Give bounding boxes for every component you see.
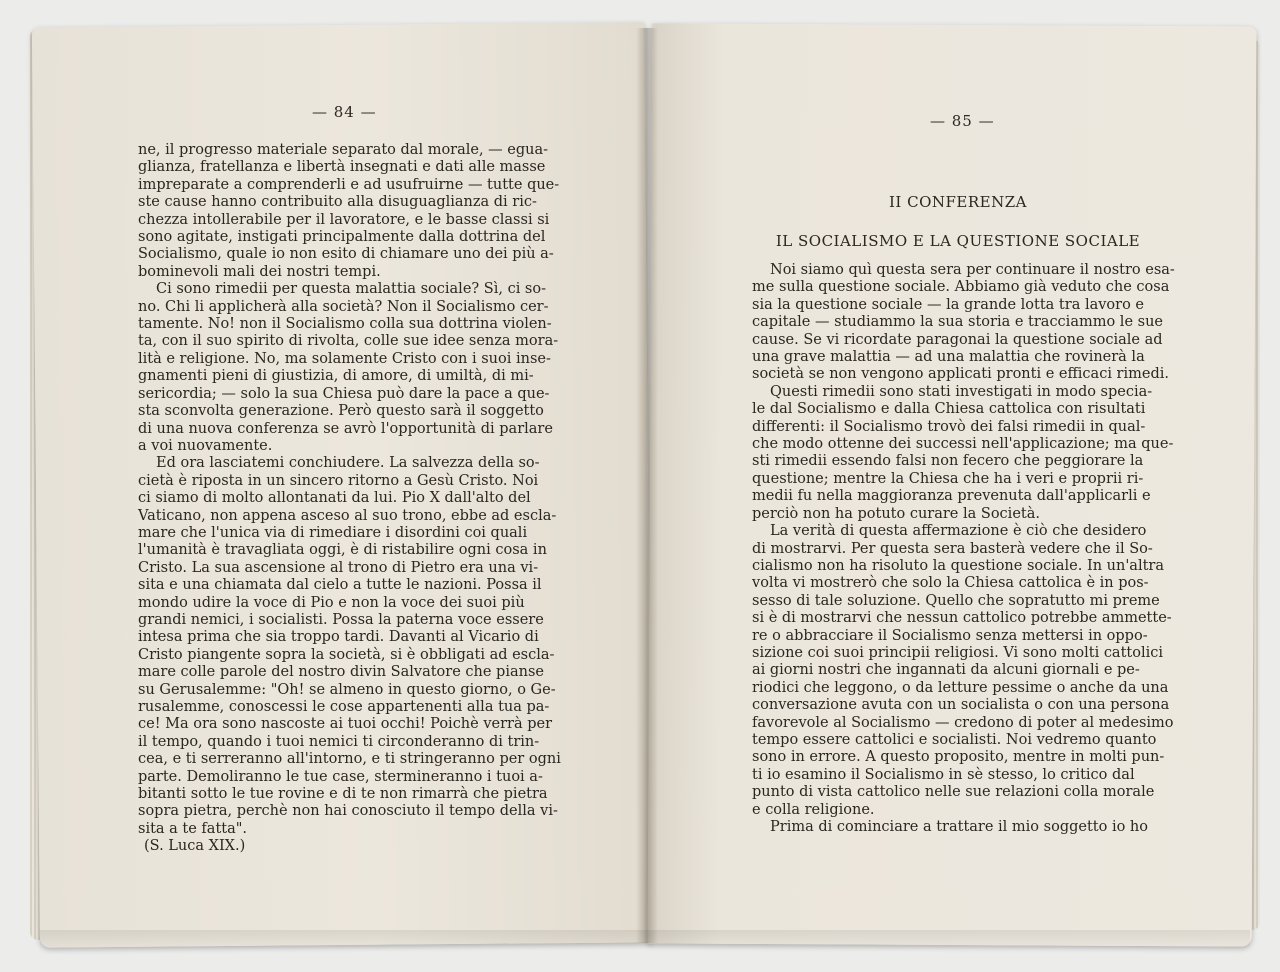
text-line: sono in errore. A questo proposito, mentre in molti pun- [752,749,1165,766]
text-line: mare colle parole del nostro divin Salvatore che pianse [138,664,544,681]
text-line: che modo ottenne dei successi nell'applicazione; ma que- [752,436,1174,453]
text-line: sita a te fatta". [138,820,248,837]
text-line: Cristo. La sua ascensione al trono di Pietro era una vi- [138,559,539,576]
text-line: punto di vista cattolico nelle sue relazioni colla morale [752,784,1155,801]
text-line: lità e religione. No, ma solamente Cristo con i suoi inse- [138,350,551,367]
text-line: capitale — studiammo la sua storia e tracciammo le sue [752,314,1163,331]
text-line: bitanti sotto le tue rovine e di te non rimarrà che pietra [138,786,548,803]
text-line: medii fu nella maggioranza prevenuta dall'applicarli e [752,488,1151,505]
text-line: ste cause hanno contribuito alla disuguaglianza di ric- [138,194,537,211]
text-line: impreparate a comprenderli e ad usufruirne — tutte que- [138,176,560,193]
text-line: gnamenti pieni di giustizia, di amore, di umiltà, di mi- [138,368,534,385]
text-line: ne, il progresso materiale separato dal morale, — egua- [138,142,549,158]
book-shadow [40,930,1250,950]
text-line: La verità di questa affermazione è ciò che desidero [770,523,1147,540]
text-line: Cristo piangente sopra la società, si è obbligati ad escla- [138,646,555,663]
text-line: cialismo non ha risoluto la questione sociale. In un'altra [752,557,1164,574]
text-line: Questi rimedii sono stati investigati in modo specia- [770,383,1153,400]
text-line: ta, con il suo spirito di rivolta, colle sue idee senza mora- [138,333,559,350]
text-line: rusalemme, conoscessi le cose appartenenti alla tua pa- [138,699,550,715]
text-line: sesso di tale soluzione. Quello che sopratutto mi preme [752,592,1160,609]
text-line: di una nuova conferenza se avrò l'opportunità di parlare [138,420,553,437]
text-line: il tempo, quando i tuoi nemici ti circonderanno di trin- [138,733,540,750]
text-line: chezza intollerabile per il lavoratore, e le basse classi si [138,211,550,228]
text-line: favorevole al Socialismo — credono di poter al medesimo [752,714,1174,731]
text-line: mare che l'unica via di rimediare i disordini coi quali [138,524,528,541]
text-line: conversazione avuta con un socialista o con una persona [752,697,1170,714]
text-line: Socialismo, quale io non esito di chiamare uno dei più a- [138,246,554,263]
text-line: cea, e ti serreranno all'intorno, e ti stringeranno per ogni [138,751,561,768]
text-line: sono agitate, instigati principalmente dalla dottrina del [138,229,546,246]
text-line: di mostrarvi. Per questa sera basterà vedere che il So- [752,540,1153,557]
text-line: sti rimedii essendo falsi non fecero che peggiorare la [752,453,1144,470]
text-line: grandi nemici, i socialisti. Possa la paterna voce essere [138,611,544,628]
conference-heading: II CONFERENZA [889,193,1027,211]
text-line: ci siamo di molto allontanati da lui. Pio X dall'alto del [138,490,531,507]
text-line: sopra pietra, perchè non hai conosciuto il tempo della vi- [138,803,558,820]
right-page-number: — 85 — [930,112,995,130]
text-line: perciò non ha potuto curare la Società. [752,505,1040,522]
text-line: Noi siamo quì questa sera per continuare il nostro esa- [770,262,1175,278]
text-line: tempo essere cattolici e socialisti. Noi vedremo quanto [752,731,1157,748]
text-line: ce! Ma ora sono nascoste ai tuoi occhi! Poichè verrà per [138,716,553,733]
text-line: parte. Demoliranno le tue case, stermineranno i tuoi a- [138,768,543,785]
text-line: sericordia; — solo la sua Chiesa può dare la pace a que- [138,385,550,402]
text-line: bominevoli mali dei nostri tempi. [138,263,381,280]
text-line: Ci sono rimedii per questa malattia sociale? Sì, ci so- [156,281,547,298]
text-line: le dal Socialismo e dalla Chiesa cattolica con risultati [752,401,1146,418]
text-line: re o abbracciare il Socialismo senza mettersi in oppo- [752,627,1148,644]
text-line: me sulla questione sociale. Abbiamo già veduto che cosa [752,279,1170,296]
text-line: ti io esamino il Socialismo in sè stesso, lo critico dal [752,766,1135,783]
text-line: a voi nuovamente. [138,437,273,454]
text-line: Prima di cominciare a trattare il mio soggetto io ho [770,819,1148,835]
text-line: Ed ora lasciatemi conchiudere. La salvezza della so- [156,455,540,472]
text-line: sia la questione sociale — la grande lotta tra lavoro e [752,296,1145,313]
text-line: ai giorni nostri che ingannati da alcuni giornali e pe- [752,662,1140,679]
text-line: questione; mentre la Chiesa che ha i veri e proprii ri- [752,470,1144,487]
text-line: volta vi mostrerò che solo la Chiesa cattolica è in pos- [752,575,1149,592]
right-page-text [752,262,1175,836]
text-line: differenti: il Socialismo trovò dei falsi rimedii in qual- [752,418,1146,435]
left-page-number: — 84 — [312,103,377,121]
text-line: glianza, fratellanza e libertà insegnati e dati alle masse [138,159,546,176]
left-page-text [138,142,578,856]
text-line: mondo udire la voce di Pio e non la voce dei suoi più [138,594,525,611]
text-line: Vaticano, non appena asceso al suo trono, ebbe ad escla- [138,507,557,524]
chapter-title: IL SOCIALISMO E LA QUESTIONE SOCIALE [775,232,1141,250]
text-line: e colla religione. [752,801,875,818]
text-line: una grave malattia — ad una malattia che rovinerà la [752,349,1145,366]
text-line: sita e una chiamata dal cielo a tutte le nazioni. Possa il [138,577,542,594]
book-gutter [636,28,658,943]
text-line: no. Chi li applicherà alla società? Non il Socialismo cer- [138,298,549,315]
text-line: intesa prima che sia troppo tardi. Davanti al Vicario di [138,629,539,646]
text-line: società se non vengono applicati pronti e efficaci rimedi. [752,366,1169,383]
text-line: l'umanità è travagliata oggi, è di ristabilire ogni cosa in [138,542,547,559]
text-line: tamente. No! non il Socialismo colla sua dottrina violen- [138,316,552,333]
text-line: sizione coi suoi principii religiosi. Vi sono molti cattolici [752,644,1163,661]
text-line: cietà è riposta in un sincero ritorno a Gesù Cristo. Noi [138,472,539,489]
text-line: sta sconvolta generazione. Però questo sarà il soggetto [138,403,544,420]
text-line: su Gerusalemme: "Oh! se almeno in questo giorno, o Ge- [138,681,556,698]
citation: (S. Luca XIX.) [144,838,246,855]
text-line: riodici che leggono, o da letture pessime o anche da una [752,679,1169,696]
text-line: cause. Se vi ricordate paragonai la questione sociale ad [752,331,1163,348]
text-line: si è di mostrarvi che nessun cattolico potrebbe ammette- [752,610,1172,627]
